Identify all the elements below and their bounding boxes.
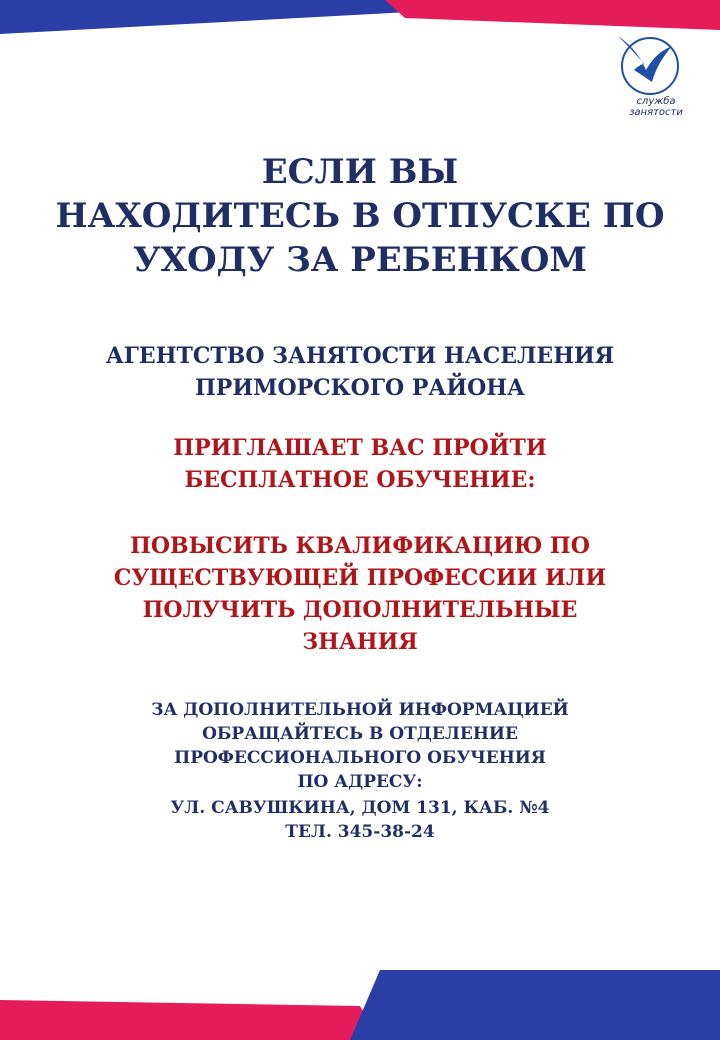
training-offer-line: ПОЛУЧИТЬ ДОПОЛНИТЕЛЬНЫЕ (142, 597, 578, 623)
bird-in-circle-icon (598, 30, 698, 96)
bottom-blue-stripe (350, 970, 720, 1040)
bottom-red-stripe (0, 1000, 380, 1040)
logo-text-line1: служба (636, 96, 676, 107)
agency-line: ПРИМОРСКОГО РАЙОНА (195, 375, 525, 401)
page-title (0, 150, 720, 282)
title-line: НАХОДИТЕСЬ В ОТПУСКЕ ПО (55, 196, 665, 236)
top-red-stripe (385, 0, 720, 30)
training-offer-line: СУЩЕСТВУЮЩЕЙ ПРОФЕССИИ ИЛИ (113, 565, 607, 591)
contact-line: ЗА ДОПОЛНИТЕЛЬНОЙ ИНФОРМАЦИЕЙ (151, 700, 569, 720)
logo-text-line2: занятости (629, 107, 683, 118)
training-offer-line: ЗНАНИЯ (302, 629, 418, 655)
top-blue-stripe (0, 0, 430, 34)
agency-name (0, 340, 720, 404)
title-line: ЕСЛИ ВЫ (261, 152, 459, 192)
contact-phone: ТЕЛ. 345-38-24 (285, 822, 435, 842)
training-offer-line: ПОВЫСИТЬ КВАЛИФИКАЦИЮ ПО (130, 533, 590, 559)
contact-line: ОБРАЩАЙТЕСЬ В ОТДЕЛЕНИЕ (202, 724, 518, 744)
contact-line: ПО АДРЕСУ: (297, 772, 423, 792)
employment-service-logo (598, 30, 698, 120)
agency-line: АГЕНТСТВО ЗАНЯТОСТИ НАСЕЛЕНИЯ (105, 343, 615, 369)
title-line: УХОДУ ЗА РЕБЕНКОМ (132, 240, 588, 280)
contact-address: УЛ. САВУШКИНА, ДОМ 131, КАБ. №4 (170, 798, 550, 818)
training-offer (0, 530, 720, 658)
contact-info (0, 698, 720, 844)
contact-line: ПРОФЕССИОНАЛЬНОГО ОБУЧЕНИЯ (174, 748, 546, 768)
invitation-line: БЕСПЛАТНОЕ ОБУЧЕНИЕ: (184, 467, 536, 493)
invitation-text (0, 432, 720, 496)
invitation-line: ПРИГЛАШАЕТ ВАС ПРОЙТИ (173, 435, 547, 461)
bottom-decorative-stripes (0, 970, 720, 1040)
